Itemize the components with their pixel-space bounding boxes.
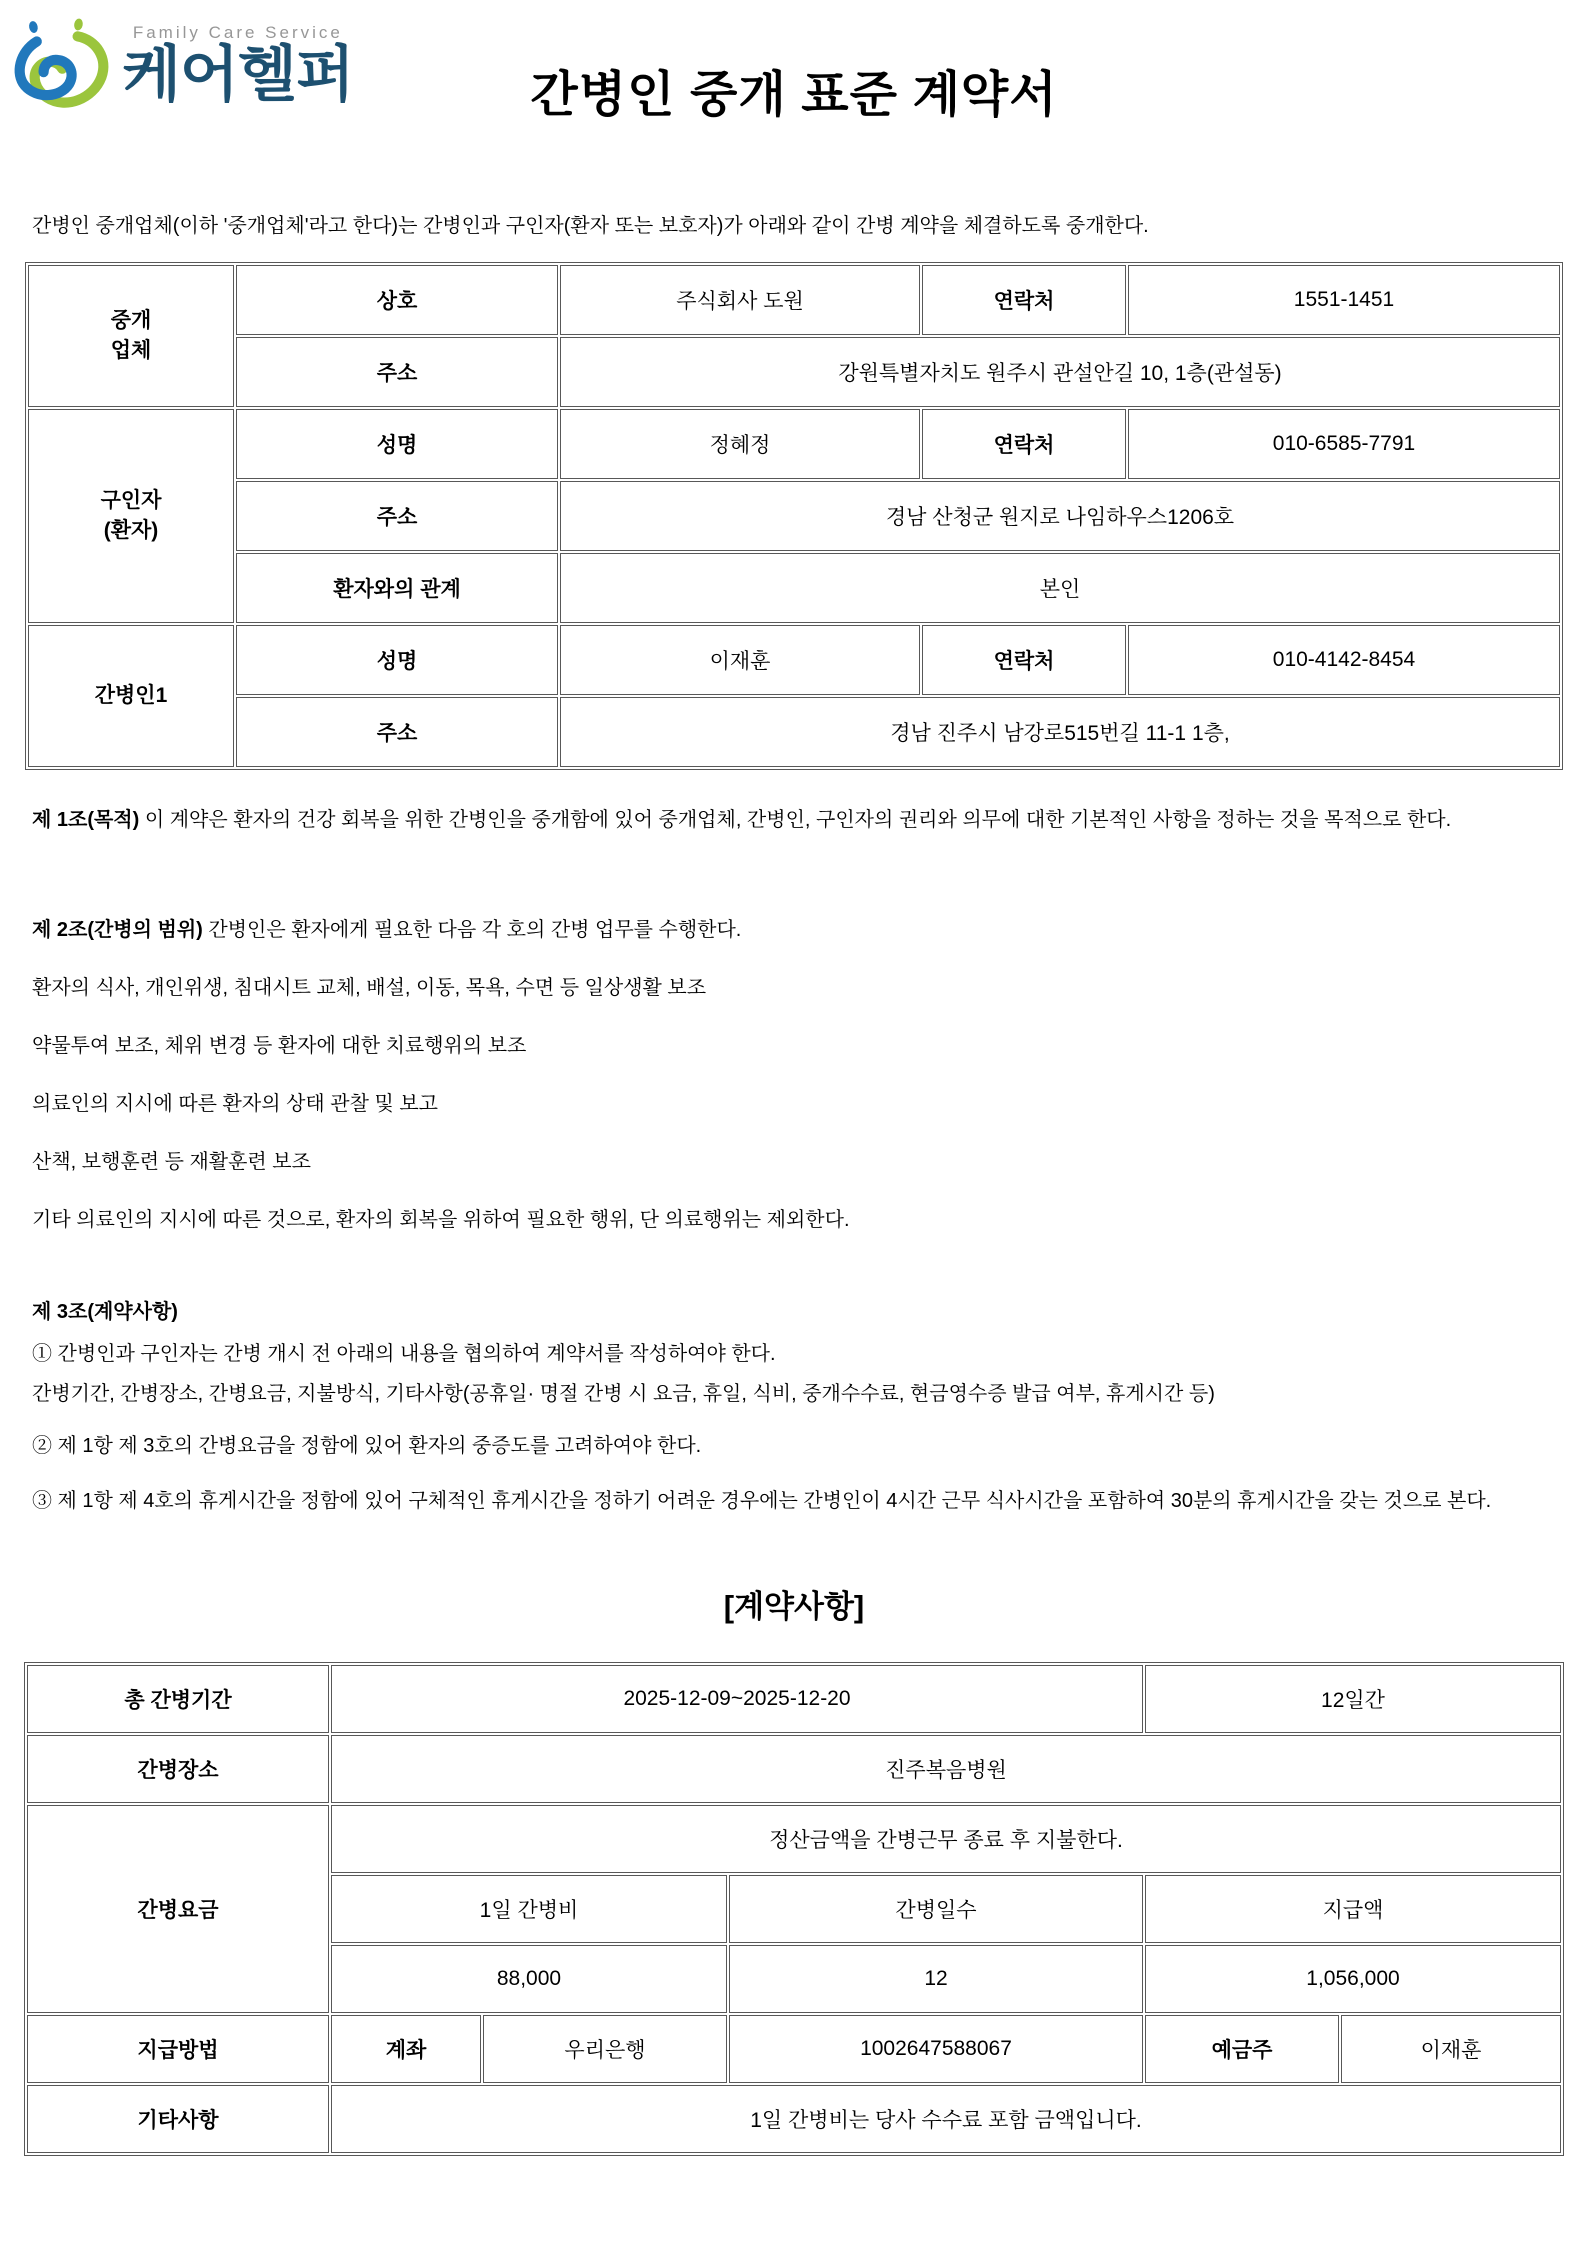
article-2-item-1: 환자의 식사, 개인위생, 침대시트 교체, 배설, 이동, 목욕, 수면 등 일상생활 보조: [32, 977, 707, 999]
broker-group-line1: 중개: [110, 308, 152, 332]
caregiver-address-label: 주소: [236, 697, 558, 767]
place-label: 간병장소: [27, 1735, 329, 1803]
article-2-lead-line: [32, 910, 1556, 950]
caregiver-row-1: [28, 625, 1560, 695]
broker-address-label: 주소: [236, 337, 558, 407]
article-1-heading: 제 1조(목적): [32, 809, 140, 831]
caregiver-group-cell: [28, 625, 234, 767]
holder-value: 이재훈: [1341, 2015, 1561, 2083]
article-3-clause-1-block: [32, 1334, 1556, 1414]
contract-terms-table: [24, 1662, 1564, 2156]
fee-header-days: 간병일수: [729, 1875, 1143, 1943]
article-3-clause-2: ② 제 1항 제 3호의 간병요금을 정함에 있어 환자의 중증도를 고려하여야 한다.: [32, 1435, 702, 1457]
etc-label: 기타사항: [27, 2085, 329, 2153]
article-3-heading: 제 3조(계약사항): [32, 1301, 178, 1323]
article-2-scope: [32, 910, 1556, 1240]
caregiver-row-2: [28, 697, 1560, 767]
payment-label: 지급방법: [27, 2015, 329, 2083]
client-name-value: 정혜정: [560, 409, 920, 479]
client-relation-label: 환자와의 관계: [236, 553, 558, 623]
article-3-clause-1-detail: 간병기간, 간병장소, 간병요금, 지불방식, 기타사항(공휴일· 명절 간병 시 요금, 휴일, 식비, 중개수수료, 현금영수증 발급 여부, 휴게시간 등): [32, 1383, 1215, 1405]
broker-address-value: 강원특별자치도 원주시 관설안길 10, 1층(관설동): [560, 337, 1560, 407]
etc-note: 1일 간병비는 당사 수수료 포함 금액입니다.: [331, 2085, 1561, 2153]
broker-contact-value: 1551-1451: [1128, 265, 1560, 335]
client-address-value: 경남 산청군 원지로 나임하우스1206호: [560, 481, 1560, 551]
article-2-item-3: 의료인의 지시에 따른 환자의 상태 관찰 및 보고: [32, 1093, 438, 1115]
article-2-item-4: 산책, 보행훈련 등 재활훈련 보조: [32, 1151, 311, 1173]
article-2-item-2: 약물투여 보조, 체위 변경 등 환자에 대한 치료행위의 보조: [32, 1035, 527, 1057]
document-header: [0, 0, 1588, 150]
place-value: 진주복음병원: [331, 1735, 1561, 1803]
article-1-body: 이 계약은 환자의 건강 회복을 위한 간병인을 중개함에 있어 중개업체, 간병인, 구인자의 권리와 의무에 대한 기본적인 사항을 정하는 것을 목적으로 한다.: [144, 809, 1452, 831]
client-relation-value: 본인: [560, 553, 1560, 623]
page-title: 간병인 중개 표준 계약서: [530, 68, 1058, 122]
caregiver-contact-value: 010-4142-8454: [1128, 625, 1560, 695]
fee-group-cell: 간병요금: [27, 1805, 329, 2013]
fee-note-row: [27, 1805, 1561, 1873]
client-row-1: [28, 409, 1560, 479]
client-row-3: [28, 553, 1560, 623]
fee-header-total: 지급액: [1145, 1875, 1561, 1943]
article-2-item-5: 기타 의료인의 지시에 따른 것으로, 환자의 회복을 위하여 필요한 행위, 단 의료행위는 제외한다.: [32, 1209, 850, 1231]
article-3-clause-1: ① 간병인과 구인자는 간병 개시 전 아래의 내용을 협의하여 계약서를 작성하여야 한다.: [32, 1343, 776, 1365]
broker-contact-label: 연락처: [922, 265, 1126, 335]
client-row-2: [28, 481, 1560, 551]
bank-value: 우리은행: [483, 2015, 727, 2083]
period-label: 총 간병기간: [27, 1665, 329, 1733]
article-1-text: [32, 800, 1556, 840]
fee-header-daily: 1일 간병비: [331, 1875, 727, 1943]
article-2-lead: 간병인은 환자에게 필요한 다음 각 호의 간병 업무를 수행한다.: [208, 919, 742, 941]
article-3-clause-3: ③ 제 1항 제 4호의 휴게시간을 정함에 있어 구체적인 휴게시간을 정하기 어려운 경우에는 간병인이 4시간 근무 식사시간을 포함하여 30분의 휴게시간을 갖는 것으로 본다.: [32, 1490, 1492, 1512]
fee-value-daily: 88,000: [331, 1945, 727, 2013]
client-contact-value: 010-6585-7791: [1128, 409, 1560, 479]
fee-value-days: 12: [729, 1945, 1143, 2013]
broker-row-2: [28, 337, 1560, 407]
logo-brand-name: 케어헬퍼: [122, 39, 354, 108]
caregiver-group-line1: 간병인1: [94, 683, 168, 707]
contract-section-title: [계약사항]: [723, 1589, 865, 1624]
broker-group-line2: 업체: [110, 339, 152, 362]
period-row: [27, 1665, 1561, 1733]
caregiver-name-label: 성명: [236, 625, 558, 695]
client-group-line1: 구인자: [100, 488, 162, 512]
broker-name-value: 주식회사 도원: [560, 265, 920, 335]
caregiver-address-value: 경남 진주시 남강로515번길 11-1 1층,: [560, 697, 1560, 767]
parties-table: [25, 262, 1563, 770]
holder-label: 예금주: [1145, 2015, 1339, 2083]
broker-group-cell: [28, 265, 234, 407]
article-1-purpose: [32, 800, 1556, 840]
period-value: 2025-12-09~2025-12-20: [331, 1665, 1143, 1733]
broker-row-1: [28, 265, 1560, 335]
account-number-value: 1002647588067: [729, 2015, 1143, 2083]
client-group-line2: (환자): [103, 519, 159, 542]
article-2-heading: 제 2조(간병의 범위): [32, 919, 203, 941]
fee-note: 정산금액을 간병근무 종료 후 지불한다.: [331, 1805, 1561, 1873]
client-contact-label: 연락처: [922, 409, 1126, 479]
etc-row: [27, 2085, 1561, 2153]
caregiver-contact-label: 연락처: [922, 625, 1126, 695]
account-label: 계좌: [331, 2015, 481, 2083]
client-address-label: 주소: [236, 481, 558, 551]
client-name-label: 성명: [236, 409, 558, 479]
caregiver-name-value: 이재훈: [560, 625, 920, 695]
broker-name-label: 상호: [236, 265, 558, 335]
fee-value-total: 1,056,000: [1145, 1945, 1561, 2013]
article-3-terms: [32, 1292, 1556, 1521]
articles-section: [32, 800, 1556, 1521]
logo-tagline: Family Care Service: [132, 23, 343, 42]
duration-value: 12일간: [1145, 1665, 1561, 1733]
client-group-cell: [28, 409, 234, 623]
intro-paragraph: 간병인 중개업체(이하 '중개업체'라고 한다)는 간병인과 구인자(환자 또는 보호자)가 아래와 같이 간병 계약을 체결하도록 중개한다.: [32, 215, 1149, 237]
payment-row: [27, 2015, 1561, 2083]
place-row: [27, 1735, 1561, 1803]
